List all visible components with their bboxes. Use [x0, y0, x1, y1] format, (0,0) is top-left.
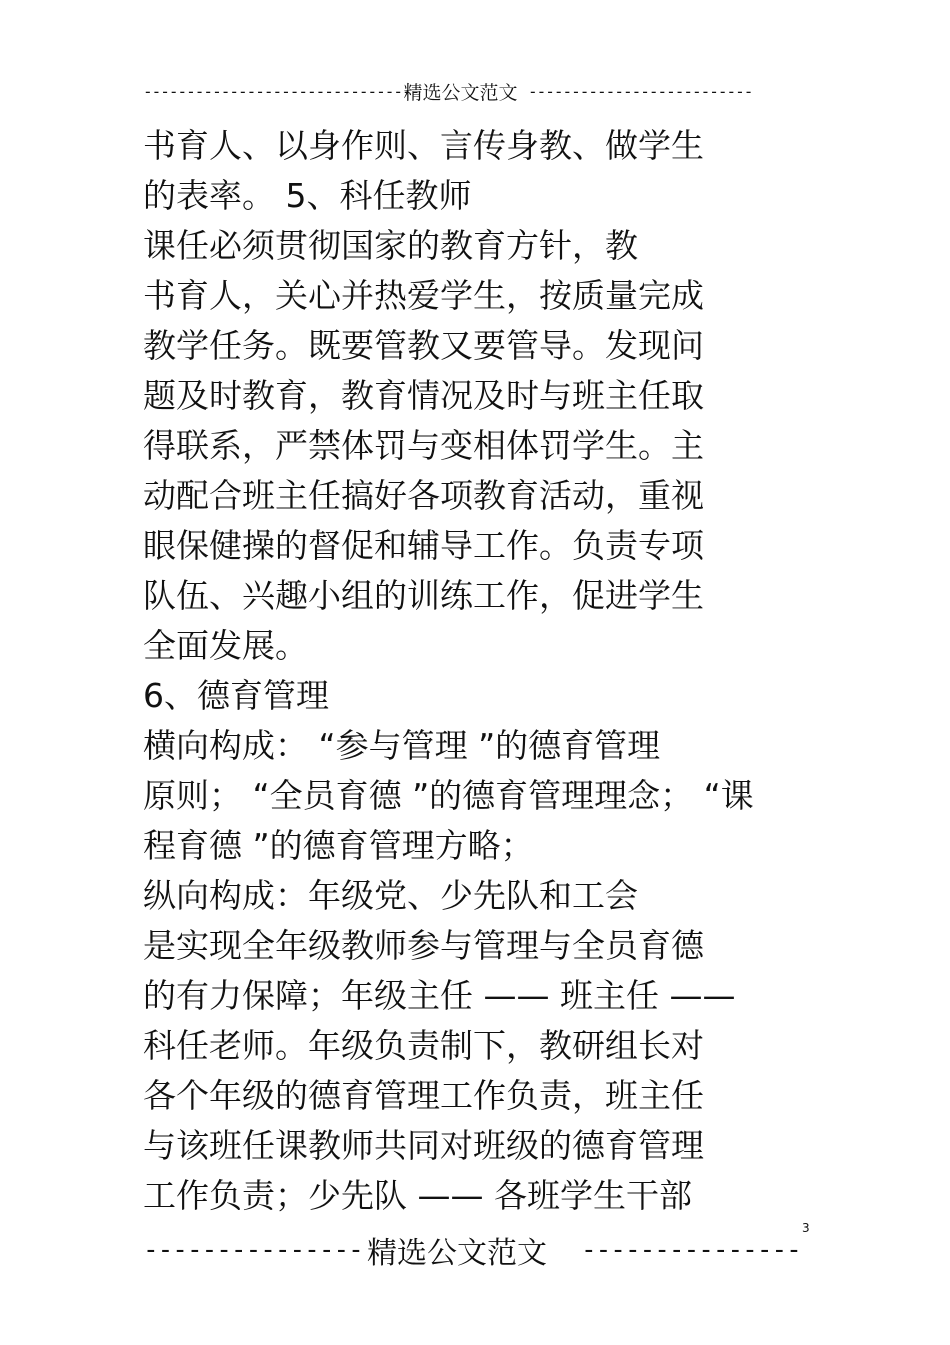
text-line: 书育人，关心并热爱学生，按质量完成: [143, 276, 704, 315]
text-line: 与该班任课教师共同对班级的德育管理: [143, 1126, 704, 1165]
text-line: 是实现全年级教师参与管理与全员育德: [143, 926, 704, 965]
text-line: 的表率。 5、科任教师: [143, 176, 472, 215]
text-line: 程育德 ”的德育管理方略；: [143, 826, 534, 865]
header-dash-left: --------------------------------: [143, 82, 420, 101]
text-line: 工作负责；少先队 —— 各班学生干部: [143, 1176, 692, 1215]
text-line: 科任老师。年级负责制下，教研组长对: [143, 1026, 704, 1065]
text-line: 原则； “全员育德 ”的德育管理理念； “课: [143, 776, 754, 815]
text-line: 队伍、兴趣小组的训练工作，促进学生: [143, 576, 704, 615]
text-line: 书育人、以身作则、言传身教、做学生: [143, 126, 704, 165]
text-line: 横向构成： “参与管理 ”的德育管理: [143, 726, 661, 765]
text-line: 题及时教育，教育情况及时与班主任取: [143, 376, 704, 415]
page-number: 3: [802, 1221, 810, 1235]
text-line: 的有力保障；年级主任 —— 班主任 ——: [143, 976, 736, 1015]
text-line: 各个年级的德育管理工作负责，班主任: [143, 1076, 704, 1115]
footer-dash-left: ---------------: [143, 1235, 363, 1265]
header-dash-right: --------------------------: [527, 82, 753, 101]
text-line: 动配合班主任搞好各项教育活动，重视: [143, 476, 704, 515]
header-title: 精选公文范文: [403, 82, 518, 104]
text-line: 眼保健操的督促和辅导工作。负责专项: [143, 526, 704, 565]
text-line: 全面发展。: [143, 626, 308, 665]
text-line: 教学任务。既要管教又要管导。发现问: [143, 326, 704, 365]
page-footer: [143, 1228, 801, 1272]
footer-dash-right: ---------------: [581, 1235, 801, 1265]
text-line: 得联系，严禁体罚与变相体罚学生。主: [143, 426, 704, 465]
section-heading: 6、德育管理: [143, 676, 329, 715]
text-line: 课任必须贯彻国家的教育方针，教: [143, 226, 638, 265]
footer-title: 精选公文范文: [367, 1236, 547, 1271]
page-header: [143, 78, 778, 105]
text-line: 纵向构成：年级党、少先队和工会: [143, 876, 638, 915]
